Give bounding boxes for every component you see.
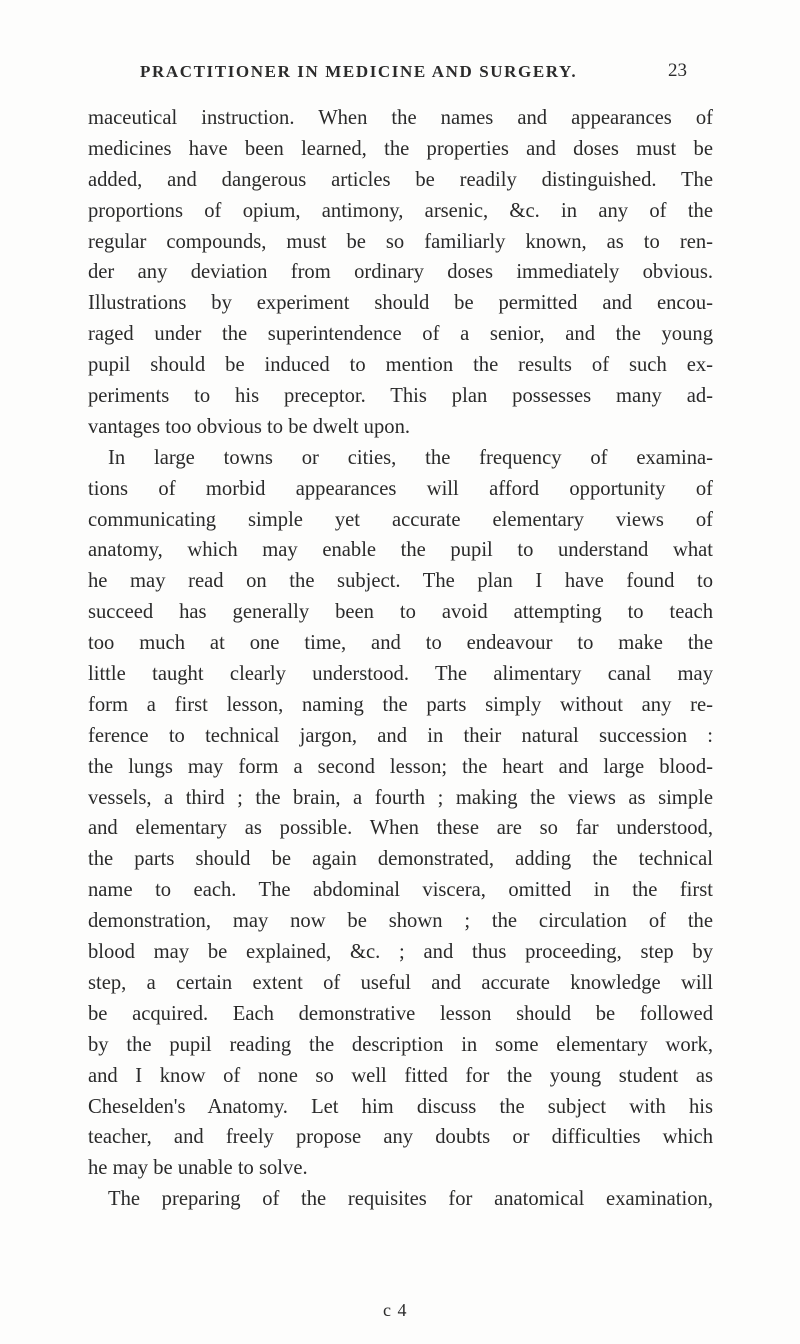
text-line: In large towns or cities, the frequency of examina-: [108, 446, 713, 469]
text-line: medicines have been learned, the properties and doses must be: [88, 137, 713, 160]
text-line: he may be unable to solve.: [88, 1157, 308, 1180]
text-line: by the pupil reading the description in some elementary work,: [88, 1033, 713, 1056]
signature-mark: c 4: [383, 1300, 408, 1320]
text-line: vantages too obvious to be dwelt upon.: [88, 415, 411, 438]
text-line: The preparing of the requisites for anatomical examination,: [108, 1188, 713, 1211]
text-line: Illustrations by experiment should be permitted and encou-: [88, 292, 713, 315]
text-line: der any deviation from ordinary doses immediately obvious.: [88, 261, 713, 284]
text-line: little taught clearly understood. The alimentary canal may: [88, 663, 713, 686]
text-line: and elementary as possible. When these are so far understood,: [88, 817, 713, 840]
text-line: pupil should be induced to mention the results of such ex-: [88, 354, 713, 377]
running-head: PRACTITIONER IN MEDICINE AND SURGERY.: [140, 62, 578, 81]
text-line: proportions of opium, antimony, arsenic, &c. in any of the: [88, 199, 713, 222]
text-line: form a first lesson, naming the parts simply without any re-: [88, 693, 713, 716]
text-line: maceutical instruction. When the names and appearances of: [88, 107, 713, 129]
text-line: tions of morbid appearances will afford opportunity of: [88, 477, 713, 500]
text-line: blood may be explained, &c. ; and thus proceeding, step by: [88, 941, 713, 964]
text-line: be acquired. Each demonstrative lesson should be followed: [88, 1002, 713, 1025]
text-line: demonstration, may now be shown ; the circulation of the: [88, 910, 713, 933]
text-line: communicating simple yet accurate elementary views of: [88, 508, 713, 531]
text-line: teacher, and freely propose any doubts or difficulties which: [88, 1126, 713, 1149]
text-line: added, and dangerous articles be readily distinguished. The: [88, 168, 713, 191]
body-text: [88, 103, 713, 1215]
text-line: the lungs may form a second lesson; the heart and large blood-: [88, 755, 713, 778]
text-line: periments to his preceptor. This plan possesses many ad-: [88, 385, 713, 408]
text-line: name to each. The abdominal viscera, omitted in the first: [88, 879, 713, 902]
page-number: 23: [668, 60, 687, 81]
text-line: and I know of none so well fitted for the young student as: [88, 1064, 713, 1087]
text-line: he may read on the subject. The plan I have found to: [88, 570, 713, 593]
text-line: anatomy, which may enable the pupil to understand what: [88, 539, 713, 562]
text-line: too much at one time, and to endeavour to make the: [88, 632, 713, 655]
text-line: step, a certain extent of useful and accurate knowledge will: [88, 971, 713, 994]
text-line: vessels, a third ; the brain, a fourth ; making the views as simple: [88, 786, 713, 809]
text-line: regular compounds, must be so familiarly known, as to ren-: [88, 230, 713, 253]
text-line: succeed has generally been to avoid attempting to teach: [88, 601, 713, 624]
text-line: the parts should be again demonstrated, adding the technical: [88, 848, 713, 871]
text-line: Cheselden's Anatomy. Let him discuss the subject with his: [88, 1095, 713, 1118]
text-line: ference to technical jargon, and in their natural succession :: [88, 724, 713, 747]
text-line: raged under the superintendence of a senior, and the young: [88, 323, 713, 346]
